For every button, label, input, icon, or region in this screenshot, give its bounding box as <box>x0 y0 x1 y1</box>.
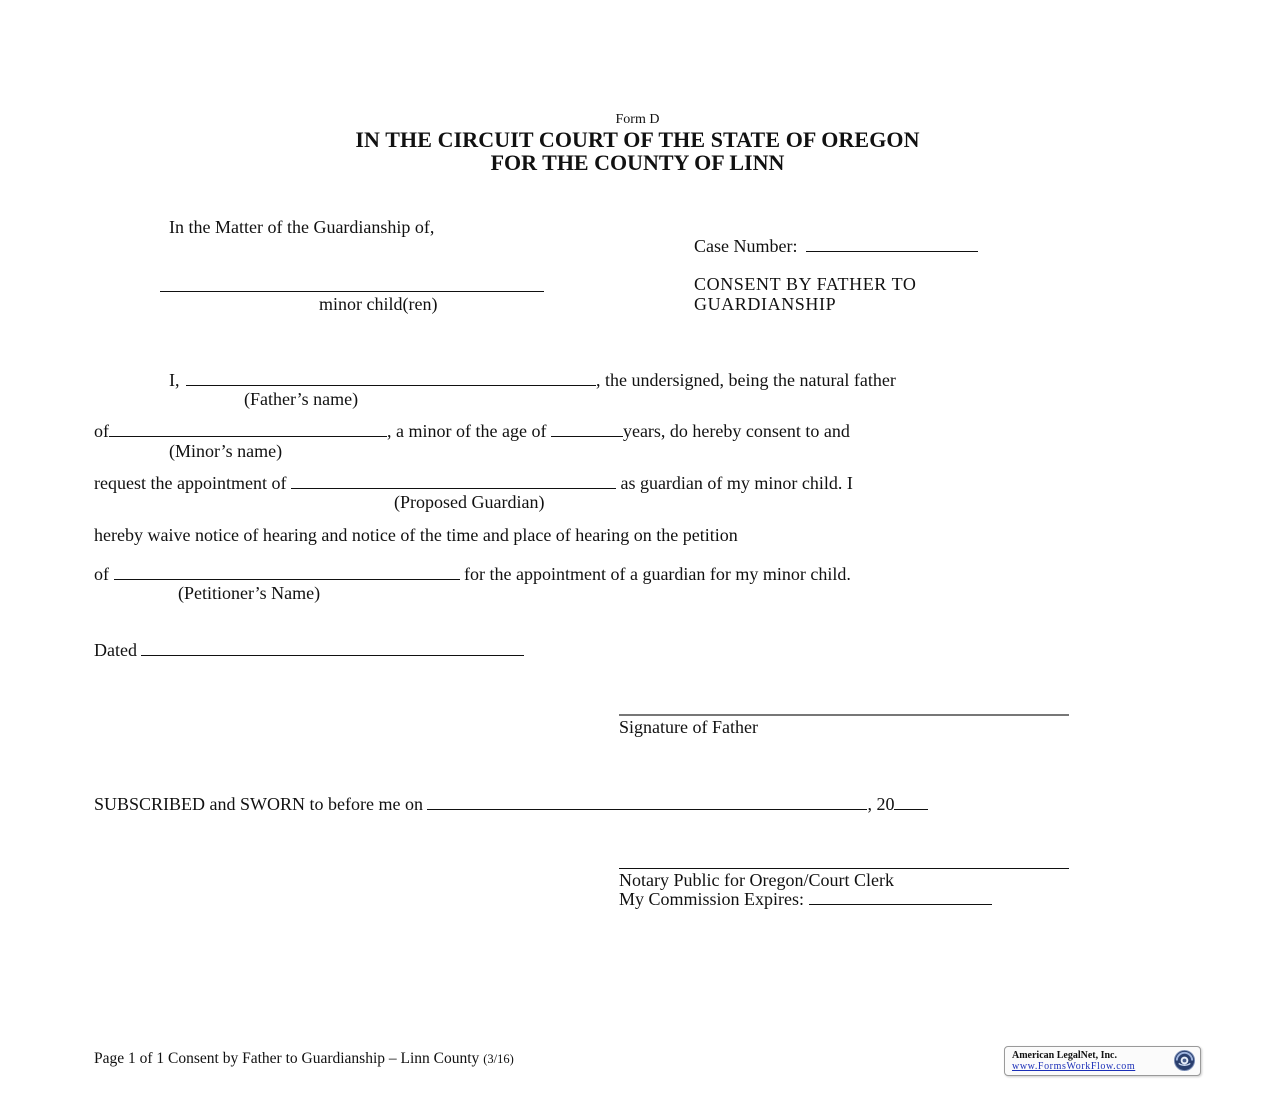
footer-revision: (3/16) <box>483 1052 514 1066</box>
body-line-2 <box>94 421 850 441</box>
sworn-prefix: SUBSCRIBED and SWORN to before me on <box>94 794 423 814</box>
dated-field[interactable] <box>141 640 524 656</box>
american-legalnet-badge[interactable] <box>1004 1046 1201 1076</box>
signature-of-father-label: Signature of Father <box>619 717 758 737</box>
minor-age-field[interactable] <box>551 421 623 437</box>
proposed-guardian-field[interactable] <box>291 473 616 489</box>
sworn-date-field[interactable] <box>427 794 867 810</box>
court-title: IN THE CIRCUIT COURT OF THE STATE OF OREGON <box>355 127 920 152</box>
form-label: Form D <box>615 112 660 127</box>
case-number-field[interactable] <box>806 236 978 252</box>
commission-label: My Commission Expires: <box>619 889 805 909</box>
notary-label: Notary Public for Oregon/Court Clerk <box>619 870 894 890</box>
sworn-year-field[interactable] <box>894 794 928 810</box>
badge-company: American LegalNet, Inc. <box>1012 1050 1117 1061</box>
document-title-line1: CONSENT BY FATHER TO <box>694 274 917 294</box>
line1-prefix: I, <box>169 370 180 390</box>
line3-prefix: request the appointment of <box>94 473 287 493</box>
sworn-row <box>94 794 928 814</box>
father-name-field[interactable] <box>186 370 596 386</box>
dated-label: Dated <box>94 640 137 660</box>
father-name-label: (Father’s name) <box>244 389 359 409</box>
line2-middle: , a minor of the age of <box>387 421 547 441</box>
petitioner-name-label: (Petitioner’s Name) <box>178 583 321 603</box>
globe-logo-icon <box>1173 1049 1196 1072</box>
document-title-line2: GUARDIANSHIP <box>694 294 837 314</box>
body-line-1 <box>169 370 896 390</box>
body-line-4: hereby waive notice of hearing and notice of the time and place of hearing on the petition <box>94 525 738 545</box>
matter-of-label: In the Matter of the Guardianship of, <box>169 217 435 237</box>
notary-signature-line[interactable] <box>619 868 1069 869</box>
proposed-guardian-label: (Proposed Guardian) <box>394 492 545 512</box>
dated-row <box>94 640 524 660</box>
body-line-5 <box>94 564 851 584</box>
line3-suffix: as guardian of my minor child. I <box>620 473 853 493</box>
minor-child-name-field[interactable] <box>160 291 544 292</box>
case-number-label: Case Number: <box>694 236 798 256</box>
line2-prefix: of <box>94 421 109 441</box>
body-line-3 <box>94 473 853 493</box>
county-title: FOR THE COUNTY OF LINN <box>490 150 785 175</box>
badge-url-link[interactable]: www.FormsWorkFlow.com <box>1012 1061 1136 1072</box>
commission-expires-field[interactable] <box>809 889 992 905</box>
father-signature-line[interactable] <box>619 714 1069 716</box>
page-footer <box>94 1050 514 1068</box>
line1-suffix: , the undersigned, being the natural father <box>596 370 896 390</box>
line5-suffix: for the appointment of a guardian for my minor child. <box>464 564 851 584</box>
minor-child-label: minor child(ren) <box>319 294 438 314</box>
minor-name-field[interactable] <box>109 421 387 437</box>
case-number-row <box>694 236 978 256</box>
line2-suffix: years, do hereby consent to and <box>622 421 850 441</box>
petitioner-name-field[interactable] <box>114 564 460 580</box>
minor-name-label: (Minor’s name) <box>169 441 283 461</box>
line5-prefix: of <box>94 564 109 584</box>
sworn-year-prefix: , 20 <box>867 794 895 814</box>
footer-page-text: Page 1 of 1 Consent by Father to Guardianship – Linn County <box>94 1050 480 1067</box>
commission-row <box>619 889 992 909</box>
